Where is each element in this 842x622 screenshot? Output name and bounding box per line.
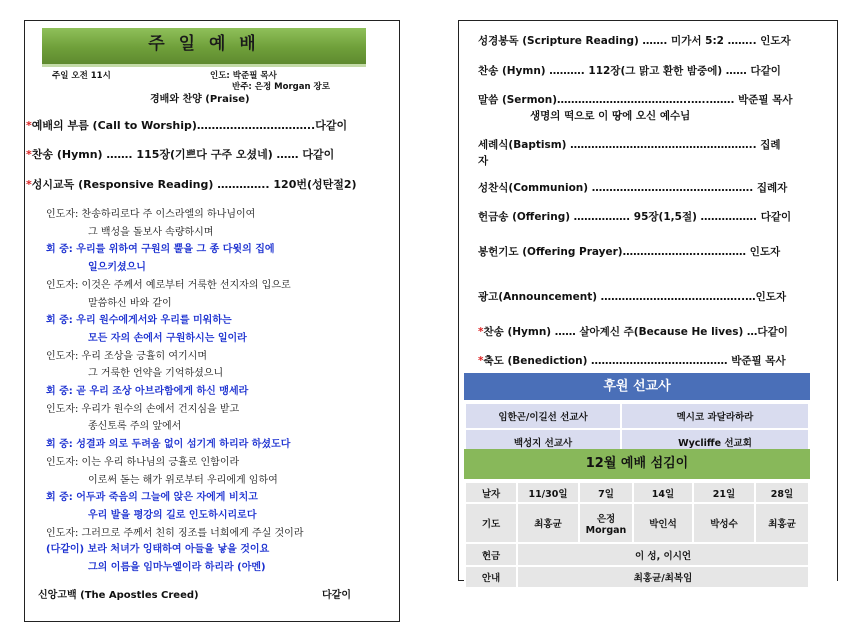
leader-line: [46, 276, 291, 291]
prayer-cell: 최홍균: [517, 503, 579, 543]
servers-heading: 12월 예배 섬김이: [464, 449, 810, 479]
schedule-header-cell: 21일: [693, 482, 755, 503]
order-item-subtitle: 자: [478, 155, 489, 167]
accompanist: 반주: 은정 Morgan 장로: [232, 82, 330, 92]
reading-continuation: 일으키셨으니: [88, 262, 146, 274]
order-item-label: 성시교독 (Responsive Reading) ………….. 120번(성탄절2): [31, 178, 357, 191]
table-row: [465, 543, 809, 566]
order-item: [478, 289, 786, 304]
schedule-header-cell: 11/30일: [517, 482, 579, 503]
order-item: [478, 353, 786, 368]
order-item-label: 찬송 (Hymn) ………. 112장(그 맑고 환한 밤중에) …… 다같이: [478, 65, 781, 77]
order-item: [478, 209, 791, 224]
order-item: [26, 117, 347, 133]
speaker-label: 회 중:: [46, 386, 73, 397]
order-item-label: 예배의 부름 (Call to Worship)…………………………..다같이: [31, 119, 348, 132]
table-row: [465, 482, 809, 503]
congregation-line: [46, 488, 258, 503]
speaker-label: 인도자:: [46, 403, 79, 415]
order-item-label: 말씀 (Sermon)………………………………..…..……. 박준필 목사: [478, 94, 793, 106]
reading-text: 우리 원수에게서와 우리를 미워하는: [76, 315, 232, 327]
reading-text: 찬송하리로다 주 이스라엘의 하나님이여: [81, 209, 256, 220]
prayer-cell: 최홍균: [755, 503, 809, 543]
together-line-1: (다같이) 보라 처녀가 잉태하여 아들을 낳을 것이요: [46, 544, 270, 555]
schedule-header-cell: 14일: [633, 482, 693, 503]
order-item-label: 봉헌기도 (Offering Prayer)…………………..………… 인도자: [478, 246, 781, 258]
speaker-label: 인도자:: [46, 279, 79, 291]
schedule-header-cell: 7일: [579, 482, 633, 503]
together-line-2: 그의 이름을 임마누엘이라 하리라 (아멘): [88, 562, 266, 573]
star-marker: *: [478, 326, 484, 338]
guide-label: 안내: [465, 566, 517, 588]
leader-line: [46, 400, 239, 415]
speaker-label: 회 중:: [46, 492, 73, 504]
order-item: [26, 146, 334, 162]
offering-label: 헌금: [465, 543, 517, 566]
praise-section-heading: 경배와 찬양 (Praise): [150, 94, 250, 105]
prayer-cell: 은정 Morgan: [579, 503, 633, 543]
reading-text: 어두과 죽음의 그늘에 앉은 자에게 비치고: [76, 492, 258, 504]
congregation-line: [46, 435, 290, 450]
guide-value: 최홍균/최복임: [517, 566, 809, 588]
speaker-label: 회 중:: [46, 439, 73, 451]
leader-line: [46, 453, 239, 468]
order-item-label: 찬송 (Hymn) ……. 115장(기쁘다 구주 오셨네) …… 다같이: [31, 148, 335, 161]
missionary-location: Wycliffe 선교회: [621, 429, 809, 455]
reading-continuation: 그 백성을 돌보사 속량하시며: [88, 226, 214, 238]
schedule-header-cell: 28일: [755, 482, 809, 503]
reading-text: 곧 우리 조상 아브라함에게 하신 맹세라: [76, 386, 249, 397]
leader-line: [46, 205, 255, 220]
reading-text: 우리를 위하여 구원의 뿔을 그 종 다윗의 집에: [76, 244, 275, 256]
reading-continuation: 종신토록 주의 앞에서: [88, 421, 182, 433]
congregation-line: [46, 311, 232, 326]
order-item-label: 광고(Announcement) …………………………………..…인도자: [478, 291, 787, 303]
missionary-name: 임한곤/이길선 선교사: [465, 403, 621, 429]
service-title-banner: [42, 28, 366, 67]
schedule-header-cell: 날자: [465, 482, 517, 503]
leader-line: [46, 347, 207, 362]
reading-continuation: 말씀하신 바와 같이: [88, 297, 172, 309]
leader-line: [46, 524, 303, 539]
order-item: [478, 33, 791, 48]
left-page: [0, 0, 420, 601]
speaker-label: 회 중:: [46, 315, 73, 327]
order-item: [478, 92, 793, 107]
reading-text: 그러므로 주께서 친히 징조를 너희에게 주실 것이라: [81, 527, 304, 539]
order-item-label: 찬송 (Hymn) …… 살아계신 주(Because He lives) …다같이: [483, 326, 788, 338]
star-marker: *: [26, 178, 32, 191]
reading-text: 이는 우리 하나님의 긍휼로 인함이라: [81, 456, 240, 468]
prayer-cell: 박인석: [633, 503, 693, 543]
speaker-label: 인도자:: [46, 456, 79, 468]
missionary-location: 멕시코 과달라하라: [621, 403, 809, 429]
service-title: 주 일 예 배: [148, 34, 260, 54]
star-marker: *: [478, 355, 484, 367]
order-item-label: 헌금송 (Offering) ……………. 95장(1,5절) ……………. 다같이: [478, 211, 792, 223]
star-marker: *: [26, 148, 32, 161]
reading-continuation: 우리 발을 평강의 길로 인도하시리로다: [88, 509, 257, 521]
speaker-label: 인도자:: [46, 209, 79, 220]
creed-item: 신앙고백 (The Apostles Creed): [38, 590, 199, 601]
order-item-label: 세례식(Baptism) …………………………………………….. 집례: [478, 139, 781, 151]
missionaries-heading: 후원 선교사: [464, 373, 810, 400]
table-row: [465, 566, 809, 588]
star-marker: *: [26, 119, 32, 132]
offering-value: 이 성, 이시언: [517, 543, 809, 566]
congregation-line: [46, 382, 248, 397]
order-item-label: 성경봉독 (Scripture Reading) ……. 미가서 5:2 …….. 인도자: [478, 35, 791, 47]
reading-continuation: 모든 자의 손에서 구원하시는 일이라: [88, 332, 247, 344]
reading-continuation: 이로써 돋는 해가 위로부터 우리에게 임하여: [88, 474, 278, 486]
reading-text: 이것은 주께서 예로부터 거룩한 선지자의 입으로: [81, 279, 291, 291]
reading-text: 성결과 의로 두려움 없이 섬기게 하리라 하셨도다: [76, 439, 291, 451]
service-time: 주일 오전 11시: [52, 71, 111, 81]
congregation-line: [46, 240, 275, 255]
order-item: [478, 63, 781, 78]
order-item: [478, 137, 781, 152]
order-item: [478, 180, 787, 195]
reading-text: 우리 조상을 긍휼히 여기시며: [81, 350, 208, 362]
order-item: [478, 244, 780, 259]
speaker-label: 인도자:: [46, 527, 79, 539]
order-item-label: 성찬식(Communion) ………………………………………. 집례자: [478, 182, 788, 194]
missionary-name: 백성지 선교사: [465, 429, 621, 455]
order-item-subtitle: 생명의 떡으로 이 땅에 오신 예수님: [530, 110, 691, 122]
servers-table: [464, 481, 810, 589]
order-item: [26, 176, 357, 192]
missionaries-table: [464, 402, 810, 456]
preacher: 인도: 박준필 목사: [210, 71, 277, 81]
table-row: [465, 403, 809, 429]
speaker-label: 인도자:: [46, 350, 79, 362]
prayer-cell: 기도: [465, 503, 517, 543]
creed-who: 다같이: [322, 590, 351, 601]
table-row: [465, 503, 809, 543]
reading-text: 우리가 원수의 손에서 건지심을 받고: [81, 403, 240, 415]
prayer-cell: 박성수: [693, 503, 755, 543]
order-item-label: 축도 (Benediction) ………………………………… 박준필 목사: [483, 355, 786, 367]
speaker-label: 회 중:: [46, 244, 73, 256]
order-item: [478, 324, 788, 339]
reading-continuation: 그 거룩한 언약을 기억하셨으니: [88, 368, 224, 380]
